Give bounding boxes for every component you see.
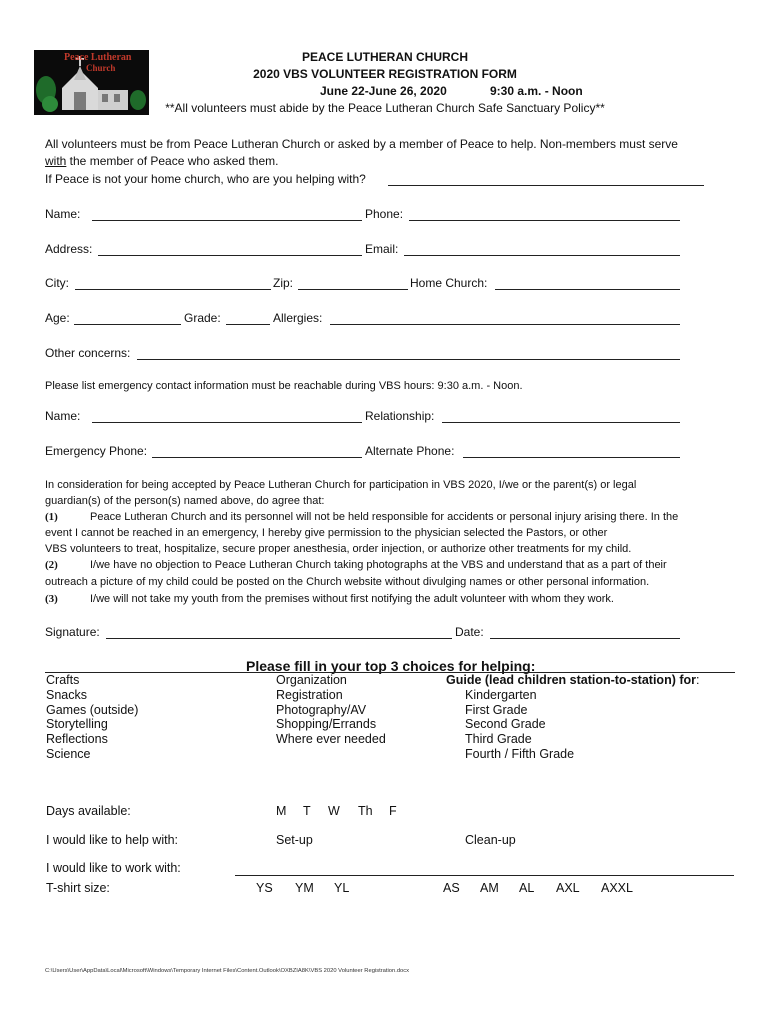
intro-with: with <box>45 154 67 168</box>
setup-option[interactable]: Set-up <box>276 833 313 847</box>
days-available-label: Days available: <box>46 804 131 818</box>
work-with-label: I would like to work with: <box>46 861 181 875</box>
size-axxl[interactable]: AXXL <box>601 881 633 895</box>
helping-with-field[interactable] <box>388 185 704 186</box>
size-ym[interactable]: YM <box>295 881 314 895</box>
size-al[interactable]: AL <box>519 881 535 895</box>
org-name: PEACE LUTHERAN CHURCH <box>301 50 468 64</box>
guide-heading-colon: : <box>696 673 700 687</box>
emergency-name-field[interactable] <box>92 422 362 423</box>
choice-fourth-fifth-grade[interactable]: Fourth / Fifth Grade <box>465 746 575 761</box>
emergency-phone-label: Emergency Phone: <box>45 444 148 458</box>
zip-field[interactable] <box>298 289 408 290</box>
help-with-label: I would like to help with: <box>46 833 179 847</box>
choice-organization[interactable]: Organization <box>276 673 347 687</box>
choices-heading: Please fill in your top 3 choices for helping: <box>246 658 536 674</box>
home-church-field[interactable] <box>495 289 680 290</box>
phone-label: Phone: <box>365 207 404 221</box>
zip-label: Zip: <box>273 276 294 290</box>
allergies-label: Allergies: <box>273 311 323 325</box>
waiver-intro-1: In consideration for being accepted by Peace Lutheran Church for participation in VBS 2020, I/we or the parent(s) or legal <box>45 479 637 491</box>
clause-1-line-a: Peace Lutheran Church and its personnel will not be held responsible for accidents or personal injury arising there. In the <box>90 511 679 523</box>
event-hours: 9:30 a.m. - Noon <box>490 84 583 98</box>
address-field[interactable] <box>98 255 362 256</box>
relationship-label: Relationship: <box>365 409 435 423</box>
day-monday[interactable]: M <box>276 804 287 818</box>
age-label: Age: <box>45 311 70 325</box>
day-tuesday[interactable]: T <box>303 804 311 818</box>
choice-storytelling[interactable]: Storytelling <box>46 717 108 732</box>
size-yl[interactable]: YL <box>334 881 350 895</box>
guide-heading <box>446 673 699 688</box>
choice-first-grade[interactable]: First Grade <box>465 702 528 717</box>
waiver-clause-2 <box>45 559 667 571</box>
size-as[interactable]: AS <box>443 881 460 895</box>
cleanup-option[interactable]: Clean-up <box>465 833 516 847</box>
choices-column-1 <box>46 673 138 762</box>
email-field[interactable] <box>404 255 680 256</box>
alternate-phone-field[interactable] <box>463 457 680 458</box>
date-field[interactable] <box>490 638 680 639</box>
choice-shopping[interactable]: Shopping/Errands <box>276 717 377 732</box>
choices-column-3 <box>446 673 699 762</box>
choice-games[interactable]: Games (outside) <box>46 702 139 717</box>
city-field[interactable] <box>75 289 271 290</box>
choice-kindergarten[interactable]: Kindergarten <box>465 687 537 702</box>
city-label: City: <box>45 276 69 290</box>
emergency-note: Please list emergency contact information must be reachable during VBS hours: 9:30 a.m. - Noon. <box>45 380 523 392</box>
logo-line-2: Church <box>86 63 116 73</box>
clause-3-number: (3) <box>45 593 58 605</box>
emergency-phone-field[interactable] <box>152 457 362 458</box>
choice-registration[interactable]: Registration <box>276 687 343 702</box>
intro-line-2-rest: the member of Peace who asked them. <box>66 154 279 168</box>
size-ys[interactable]: YS <box>256 881 273 895</box>
allergies-field[interactable] <box>330 324 680 325</box>
size-axl[interactable]: AXL <box>556 881 580 895</box>
choice-crafts[interactable]: Crafts <box>46 673 80 687</box>
address-label: Address: <box>45 242 93 256</box>
choice-science[interactable]: Science <box>46 746 91 761</box>
signature-field[interactable] <box>106 638 452 639</box>
waiver-clause-3 <box>45 593 614 605</box>
tshirt-size-label: T-shirt size: <box>46 881 110 895</box>
form-title: 2020 VBS VOLUNTEER REGISTRATION FORM <box>253 67 517 81</box>
clause-2-number: (2) <box>45 559 58 571</box>
intro-line-1: All volunteers must be from Peace Lutheran Church or asked by a member of Peace to help. Non-members must serve <box>45 137 678 151</box>
waiver-intro-2: guardian(s) of the person(s) named above, do agree that: <box>45 495 325 507</box>
day-thursday[interactable]: Th <box>358 804 373 818</box>
choices-column-2 <box>276 673 386 747</box>
clause-3-line: I/we will not take my youth from the premises without first notifying the adult volunteer with whom they work. <box>90 593 614 605</box>
waiver-clause-2b: outreach a picture of my child could be posted on the Church website without divulging names or other personal information. <box>45 576 650 588</box>
relationship-field[interactable] <box>442 422 680 423</box>
day-wednesday[interactable]: W <box>328 804 340 818</box>
waiver-clause-1 <box>45 511 678 523</box>
grade-label: Grade: <box>184 311 221 325</box>
date-label: Date: <box>455 625 484 639</box>
choice-second-grade[interactable]: Second Grade <box>465 717 546 732</box>
other-concerns-field[interactable] <box>137 359 680 360</box>
phone-field[interactable] <box>409 220 680 221</box>
choice-where-ever-needed[interactable]: Where ever needed <box>276 732 386 747</box>
day-friday[interactable]: F <box>389 804 397 818</box>
policy-note: **All volunteers must abide by the Peace Lutheran Church Safe Sanctuary Policy** <box>165 101 605 115</box>
event-dates: June 22-June 26, 2020 <box>320 84 447 98</box>
email-label: Email: <box>365 242 399 256</box>
size-am[interactable]: AM <box>480 881 499 895</box>
choice-snacks[interactable]: Snacks <box>46 687 87 702</box>
name-field[interactable] <box>92 220 362 221</box>
clause-2-line-a: I/we have no objection to Peace Lutheran Church taking photographs at the VBS and understand that as a part of their <box>90 559 667 571</box>
alternate-phone-label: Alternate Phone: <box>365 444 455 458</box>
emergency-name-label: Name: <box>45 409 81 423</box>
guide-heading-text: Guide (lead children station-to-station) for <box>446 673 696 687</box>
intro-line-2 <box>45 154 278 168</box>
waiver-clause-1c: VBS volunteers to treat, hospitalize, secure proper anesthesia, order injection, or authorize other treatments for my child. <box>45 543 632 555</box>
grade-field[interactable] <box>226 324 270 325</box>
home-church-label: Home Church: <box>410 276 488 290</box>
work-with-field[interactable] <box>235 875 734 876</box>
age-field[interactable] <box>74 324 181 325</box>
choice-third-grade[interactable]: Third Grade <box>465 732 532 747</box>
name-label: Name: <box>45 207 81 221</box>
other-concerns-label: Other concerns: <box>45 346 131 360</box>
choice-photography[interactable]: Photography/AV <box>276 702 367 717</box>
waiver-clause-1b: event I cannot be reached in an emergency, I hereby give permission to the physician selected the Pastors, or other <box>45 527 608 539</box>
logo-line-1: Peace Lutheran <box>64 52 132 63</box>
choice-reflections[interactable]: Reflections <box>46 732 108 747</box>
intro-line-3: If Peace is not your home church, who are you helping with? <box>45 172 366 186</box>
clause-1-number: (1) <box>45 511 58 523</box>
signature-label: Signature: <box>45 625 100 639</box>
file-path-footer: C:\Users\User\AppData\Local\Microsoft\Windows\Temporary Internet Files\Content.Outlook\OXBZIA8K\VBS 2020 Volunteer Registration.docx <box>45 968 410 974</box>
